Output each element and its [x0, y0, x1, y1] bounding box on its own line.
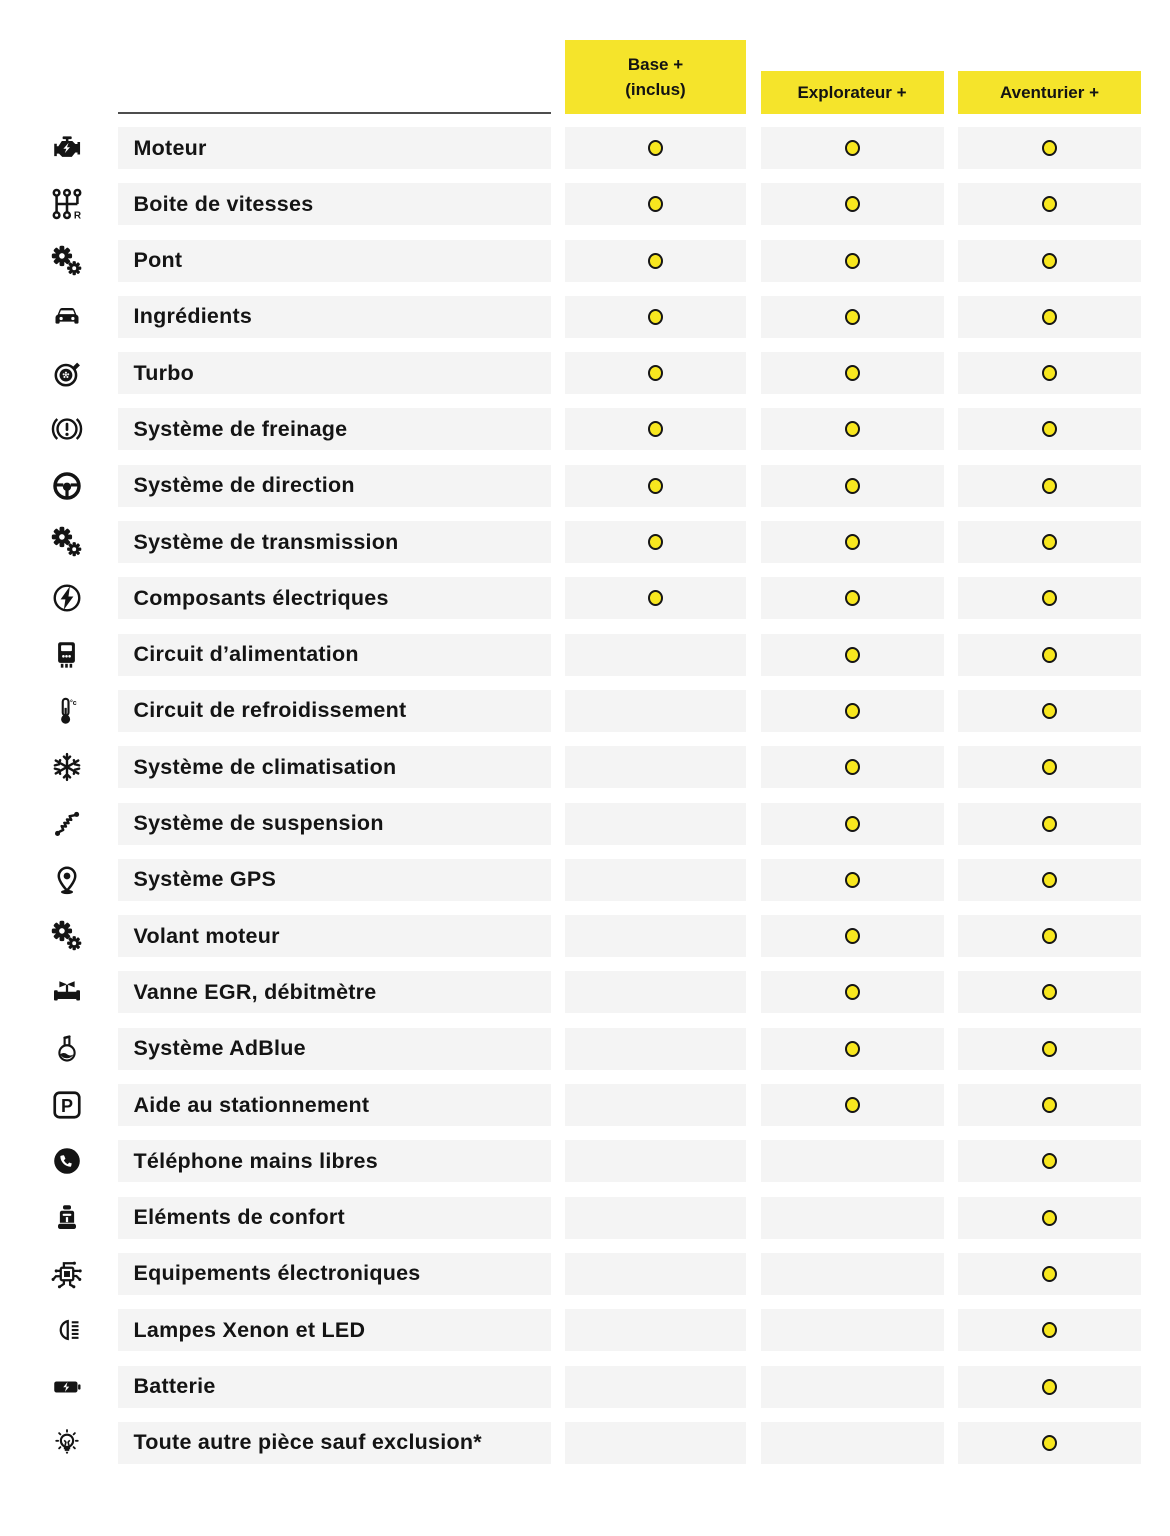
included-dot: [845, 647, 860, 663]
included-dot: [845, 534, 860, 550]
cell-base: [565, 1197, 746, 1239]
gears-icon: [51, 920, 83, 952]
cell-aventurier: [958, 521, 1141, 563]
feature-label: Système de climatisation: [118, 746, 551, 788]
cell-base: [565, 746, 746, 788]
table-row: [0, 465, 1170, 507]
feature-label: Système GPS: [118, 859, 551, 901]
row-icon-cell: [0, 1253, 103, 1295]
feature-label: Ingrédients: [118, 296, 551, 338]
table-row: [0, 408, 1170, 450]
row-icon-cell: [0, 183, 103, 225]
included-dot: [845, 984, 860, 1000]
feature-label: Equipements électroniques: [118, 1253, 551, 1295]
cell-explorateur: [761, 408, 944, 450]
cell-explorateur: [761, 1309, 944, 1351]
feature-label: Système de suspension: [118, 803, 551, 845]
table-row: [0, 296, 1170, 338]
included-dot: [845, 759, 860, 775]
cell-aventurier: [958, 408, 1141, 450]
feature-label: Téléphone mains libres: [118, 1140, 551, 1182]
row-icon-cell: [0, 746, 103, 788]
row-icon-cell: [0, 352, 103, 394]
feature-label: Système AdBlue: [118, 1028, 551, 1070]
cell-aventurier: [958, 746, 1141, 788]
included-dot: [845, 872, 860, 888]
row-icon-cell: [0, 521, 103, 563]
included-dot: [1042, 196, 1057, 212]
cell-base: [565, 240, 746, 282]
row-icon-cell: [0, 690, 103, 732]
cell-explorateur: [761, 1253, 944, 1295]
cell-base: [565, 1253, 746, 1295]
row-icon-cell: [0, 1084, 103, 1126]
table-row: [0, 1366, 1170, 1408]
included-dot: [845, 421, 860, 437]
cell-base: [565, 1140, 746, 1182]
row-icon-cell: [0, 296, 103, 338]
included-dot: [845, 816, 860, 832]
row-icon-cell: [0, 1140, 103, 1182]
cell-base: [565, 127, 746, 169]
feature-label: Vanne EGR, débitmètre: [118, 971, 551, 1013]
feature-label: Circuit d’alimentation: [118, 634, 551, 676]
plan-header-aventurier-label: Aventurier +: [999, 82, 1100, 102]
cell-base: [565, 634, 746, 676]
cell-base: [565, 577, 746, 619]
included-dot: [1042, 1435, 1057, 1451]
included-dot: [1042, 872, 1057, 888]
table-row: [0, 127, 1170, 169]
row-icon-cell: [0, 1197, 103, 1239]
table-row: [0, 634, 1170, 676]
feature-label: Système de direction: [118, 465, 551, 507]
cell-base: [565, 352, 746, 394]
cell-explorateur: [761, 1140, 944, 1182]
cell-aventurier: [958, 971, 1141, 1013]
table-row: [0, 803, 1170, 845]
row-icon-cell: [0, 127, 103, 169]
included-dot: [845, 309, 860, 325]
included-dot: [1042, 759, 1057, 775]
included-dot: [648, 140, 663, 156]
included-dot: [1042, 928, 1057, 944]
circuit-board-icon: [50, 1257, 84, 1291]
table-row: [0, 1197, 1170, 1239]
table-row: [0, 240, 1170, 282]
feature-label: Boite de vitesses: [118, 183, 551, 225]
cell-aventurier: [958, 240, 1141, 282]
included-dot: [1042, 816, 1057, 832]
row-icon-cell: [0, 971, 103, 1013]
cell-base: [565, 971, 746, 1013]
cell-explorateur: [761, 803, 944, 845]
gps-pin-icon: [52, 863, 82, 897]
cell-base: [565, 1422, 746, 1464]
included-dot: [1042, 1041, 1057, 1057]
cell-base: [565, 408, 746, 450]
included-dot: [648, 253, 663, 269]
cell-aventurier: [958, 577, 1141, 619]
included-dot: [648, 365, 663, 381]
included-dot: [1042, 1379, 1057, 1395]
table-row: [0, 183, 1170, 225]
valve-icon: [49, 977, 85, 1007]
cell-aventurier: [958, 465, 1141, 507]
included-dot: [648, 421, 663, 437]
plan-header-aventurier: [958, 71, 1141, 114]
included-dot: [648, 309, 663, 325]
included-dot: [1042, 309, 1057, 325]
table-row: [0, 971, 1170, 1013]
parking-icon: [51, 1089, 83, 1121]
table-body: [0, 127, 1170, 1464]
cell-base: [565, 465, 746, 507]
cell-aventurier: [958, 183, 1141, 225]
included-dot: [845, 365, 860, 381]
headlight-icon: [49, 1315, 85, 1345]
included-dot: [1042, 1097, 1057, 1113]
table-row: [0, 859, 1170, 901]
row-icon-cell: [0, 577, 103, 619]
included-dot: [845, 140, 860, 156]
cell-explorateur: [761, 296, 944, 338]
cell-aventurier: [958, 803, 1141, 845]
row-icon-cell: [0, 1422, 103, 1464]
cell-aventurier: [958, 634, 1141, 676]
cell-aventurier: [958, 352, 1141, 394]
table-row: [0, 577, 1170, 619]
row-icon-cell: [0, 408, 103, 450]
included-dot: [845, 196, 860, 212]
cell-explorateur: [761, 465, 944, 507]
car-icon: [49, 302, 85, 332]
feature-label: Composants électriques: [118, 577, 551, 619]
row-icon-cell: [0, 634, 103, 676]
row-icon-cell: [0, 1309, 103, 1351]
cell-explorateur: [761, 634, 944, 676]
turbo-icon: [51, 356, 83, 390]
cell-explorateur: [761, 1028, 944, 1070]
feature-label: Système de freinage: [118, 408, 551, 450]
included-dot: [1042, 365, 1057, 381]
included-dot: [1042, 253, 1057, 269]
gearbox-icon: [51, 187, 83, 221]
thermometer-icon: [52, 694, 82, 728]
phone-icon: [51, 1145, 83, 1177]
cell-aventurier: [958, 1028, 1141, 1070]
cell-base: [565, 915, 746, 957]
included-dot: [845, 590, 860, 606]
included-dot: [1042, 590, 1057, 606]
steering-wheel-icon: [51, 470, 83, 502]
included-dot: [845, 1097, 860, 1113]
included-dot: [1042, 478, 1057, 494]
gears-icon: [51, 526, 83, 558]
feature-label: Lampes Xenon et LED: [118, 1309, 551, 1351]
included-dot: [845, 703, 860, 719]
cell-aventurier: [958, 1309, 1141, 1351]
cell-explorateur: [761, 352, 944, 394]
cell-explorateur: [761, 183, 944, 225]
table-row: [0, 521, 1170, 563]
row-icon-cell: [0, 859, 103, 901]
cell-aventurier: [958, 859, 1141, 901]
plan-header-base-line2: (inclus): [625, 80, 686, 99]
cell-base: [565, 1309, 746, 1351]
cell-explorateur: [761, 1197, 944, 1239]
lightbulb-icon: [52, 1426, 82, 1460]
cell-aventurier: [958, 1366, 1141, 1408]
included-dot: [845, 1041, 860, 1057]
battery-icon: [48, 1372, 86, 1402]
cell-base: [565, 1028, 746, 1070]
seat-icon: [52, 1201, 82, 1235]
row-icon-cell: [0, 465, 103, 507]
gears-icon: [51, 245, 83, 277]
feature-label: Eléments de confort: [118, 1197, 551, 1239]
table-row: [0, 915, 1170, 957]
cell-base: [565, 859, 746, 901]
included-dot: [1042, 140, 1057, 156]
included-dot: [1042, 421, 1057, 437]
included-dot: [845, 478, 860, 494]
cell-aventurier: [958, 1422, 1141, 1464]
cell-explorateur: [761, 1422, 944, 1464]
included-dot: [845, 928, 860, 944]
cell-aventurier: [958, 1084, 1141, 1126]
table-row: [0, 1140, 1170, 1182]
feature-label: Turbo: [118, 352, 551, 394]
cell-explorateur: [761, 240, 944, 282]
engine-icon: [48, 133, 85, 164]
feature-label: Batterie: [118, 1366, 551, 1408]
feature-label: Circuit de refroidissement: [118, 690, 551, 732]
table-row: [0, 1028, 1170, 1070]
table-row: [0, 1309, 1170, 1351]
suspension-icon: [51, 808, 83, 840]
flask-icon: [52, 1032, 82, 1066]
cell-explorateur: [761, 859, 944, 901]
fuel-system-icon: [51, 638, 82, 671]
cell-base: [565, 296, 746, 338]
cell-base: [565, 1084, 746, 1126]
cell-explorateur: [761, 1366, 944, 1408]
cell-aventurier: [958, 296, 1141, 338]
cell-explorateur: [761, 521, 944, 563]
cell-aventurier: [958, 915, 1141, 957]
table-header: [0, 0, 1170, 114]
cell-base: [565, 690, 746, 732]
included-dot: [1042, 534, 1057, 550]
cell-explorateur: [761, 577, 944, 619]
cell-base: [565, 521, 746, 563]
cell-explorateur: [761, 127, 944, 169]
svg-text:P: P: [60, 1095, 73, 1116]
included-dot: [1042, 703, 1057, 719]
cell-base: [565, 1366, 746, 1408]
included-dot: [845, 253, 860, 269]
row-icon-cell: [0, 1366, 103, 1408]
brake-warning-icon: [50, 413, 84, 445]
cell-explorateur: [761, 971, 944, 1013]
svg-text:°c: °c: [69, 699, 77, 707]
table-row: [0, 690, 1170, 732]
row-icon-cell: [0, 915, 103, 957]
row-icon-cell: [0, 240, 103, 282]
feature-label: Pont: [118, 240, 551, 282]
cell-explorateur: [761, 915, 944, 957]
cell-base: [565, 183, 746, 225]
table-row: [0, 746, 1170, 788]
included-dot: [1042, 984, 1057, 1000]
header-divider: [118, 0, 551, 114]
feature-label: Aide au stationnement: [118, 1084, 551, 1126]
table-row: [0, 1084, 1170, 1126]
plan-header-base: [565, 40, 746, 114]
cell-base: [565, 803, 746, 845]
feature-label: Moteur: [118, 127, 551, 169]
included-dot: [648, 478, 663, 494]
feature-label: Volant moteur: [118, 915, 551, 957]
feature-label: Toute autre pièce sauf exclusion*: [118, 1422, 551, 1464]
table-row: [0, 1422, 1170, 1464]
cell-aventurier: [958, 1197, 1141, 1239]
cell-aventurier: [958, 1253, 1141, 1295]
included-dot: [1042, 647, 1057, 663]
table-row: [0, 352, 1170, 394]
feature-label: Système de transmission: [118, 521, 551, 563]
cell-aventurier: [958, 690, 1141, 732]
included-dot: [1042, 1153, 1057, 1169]
included-dot: [648, 534, 663, 550]
included-dot: [1042, 1210, 1057, 1226]
cell-aventurier: [958, 1140, 1141, 1182]
snowflake-icon: [51, 751, 83, 783]
cell-explorateur: [761, 1084, 944, 1126]
plan-header-explorateur: [761, 71, 944, 114]
included-dot: [1042, 1322, 1057, 1338]
svg-text:R: R: [73, 210, 81, 222]
included-dot: [1042, 1266, 1057, 1282]
bolt-circle-icon: [51, 582, 83, 614]
cell-explorateur: [761, 746, 944, 788]
row-icon-cell: [0, 803, 103, 845]
plan-header-explorateur-label: Explorateur +: [797, 82, 907, 102]
row-icon-cell: [0, 1028, 103, 1070]
included-dot: [648, 196, 663, 212]
plan-header-base-line1: Base +: [627, 54, 684, 74]
table-row: [0, 1253, 1170, 1295]
cell-explorateur: [761, 690, 944, 732]
cell-aventurier: [958, 127, 1141, 169]
included-dot: [648, 590, 663, 606]
